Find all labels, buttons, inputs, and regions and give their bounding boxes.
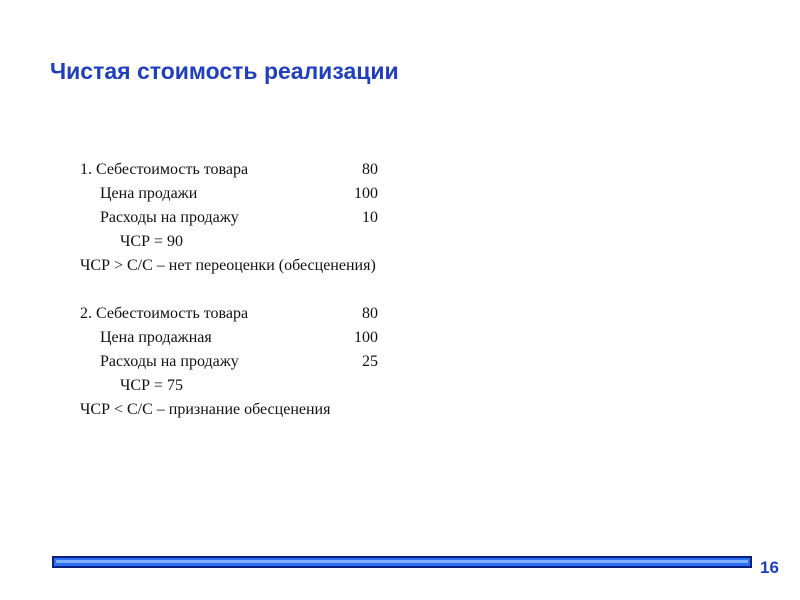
example1-expenses-label: Расходы на продажу bbox=[100, 209, 239, 226]
example1-cost-label: 1. Себестоимость товара bbox=[80, 161, 249, 178]
example2-conclusion: ЧСР < С/С – признание обесценения bbox=[80, 401, 331, 418]
footer-bar bbox=[52, 556, 752, 568]
example2-price-label: Цена продажная bbox=[100, 329, 212, 346]
slide-title: Чистая стоимость реализации bbox=[50, 58, 399, 84]
example1-price-label: Цена продажи bbox=[100, 185, 198, 202]
example2-expenses-label: Расходы на продажу bbox=[100, 353, 239, 370]
example2-cost-label: 2. Себестоимость товара bbox=[80, 305, 249, 322]
example2-expenses-value: 25 bbox=[362, 353, 378, 370]
example2-nrv: ЧСР = 75 bbox=[120, 377, 183, 394]
example2-price-value: 100 bbox=[354, 329, 378, 346]
example2-cost-value: 80 bbox=[362, 305, 378, 322]
example1-conclusion: ЧСР > С/С – нет переоценки (обесценения) bbox=[80, 257, 376, 274]
example1-cost-value: 80 bbox=[362, 161, 378, 178]
footer-bar-highlight bbox=[56, 560, 748, 563]
page-number: 16 bbox=[760, 558, 779, 577]
example1-price-value: 100 bbox=[354, 185, 378, 202]
example1-nrv: ЧСР = 90 bbox=[120, 233, 183, 250]
example1-expenses-value: 10 bbox=[362, 209, 378, 226]
